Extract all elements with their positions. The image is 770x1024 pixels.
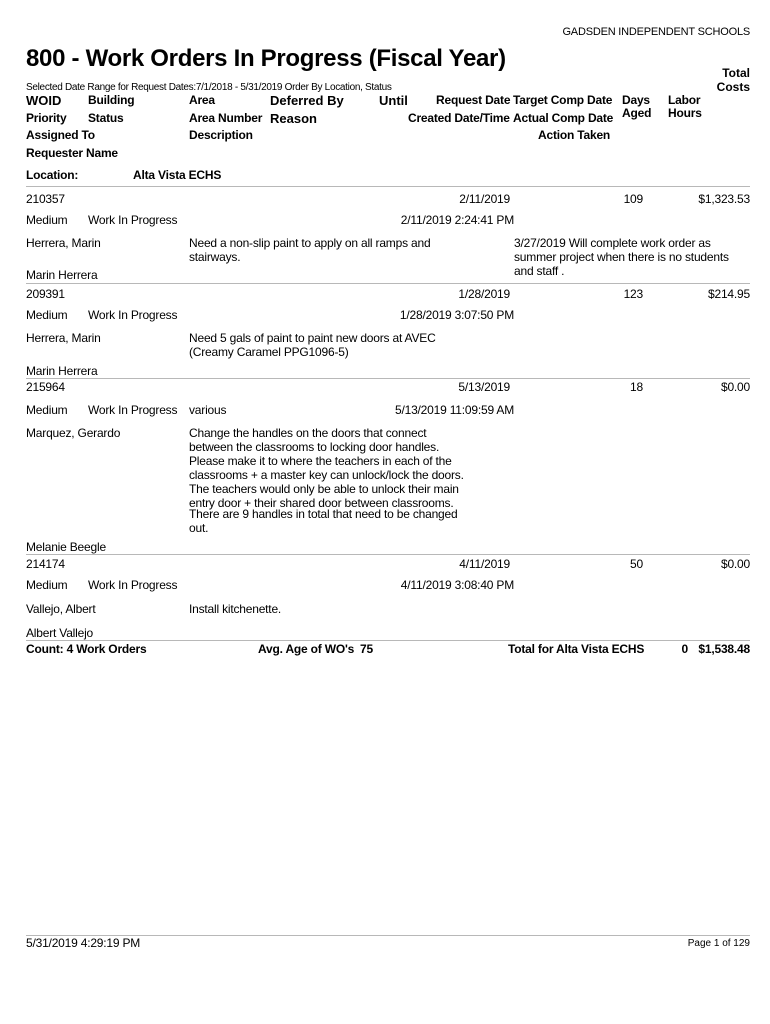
request-date: 2/11/2019 (459, 192, 510, 206)
col-until: Until (379, 93, 408, 108)
assigned-to: Marquez, Gerardo (26, 426, 121, 440)
location-divider (26, 186, 750, 187)
description: Need a non-slip paint to apply on all ramps and stairways. (189, 236, 431, 264)
description-continued: There are 9 handles in total that need to be changed out. (189, 507, 458, 535)
days-aged: 18 (630, 380, 643, 394)
page-number: Page 1 of 129 (687, 938, 750, 949)
days-aged: 123 (623, 287, 643, 301)
col-area: Area (189, 93, 215, 107)
col-requester-name: Requester Name (26, 146, 118, 160)
location-total-cost: $1,538.48 (698, 642, 750, 656)
total-costs-header (717, 66, 750, 94)
col-request-date: Request Date (436, 93, 511, 107)
col-status: Status (88, 111, 124, 125)
area: various (189, 403, 227, 417)
total-cost: $0.00 (720, 380, 750, 394)
row-divider (26, 554, 750, 555)
avg-age-label: Avg. Age of WO's (258, 642, 355, 656)
total-costs-header-line1: Total (722, 66, 750, 80)
request-date: 5/13/2019 (458, 380, 510, 394)
col-target-comp-date: Target Comp Date (513, 93, 613, 107)
location-total-hours: 0 (681, 642, 688, 656)
woid: 215964 (26, 380, 65, 394)
row-divider (26, 640, 750, 641)
woid: 209391 (26, 287, 65, 301)
location-name: Alta Vista ECHS (133, 168, 222, 182)
location-label: Location: (26, 168, 79, 182)
col-action-taken: Action Taken (538, 128, 611, 142)
priority: Medium (26, 213, 68, 227)
report-title: 800 - Work Orders In Progress (Fiscal Year) (26, 45, 506, 72)
woid: 214174 (26, 557, 65, 571)
action-taken: 3/27/2019 Will complete work order as summer project when there is no students and staff . (514, 236, 729, 278)
location-total-label: Total for Alta Vista ECHS (508, 642, 645, 656)
col-aged: Aged (622, 106, 652, 120)
created-datetime: 5/13/2019 11:09:59 AM (394, 403, 514, 417)
printed-timestamp: 5/31/2019 4:29:19 PM (26, 936, 141, 950)
description: Need 5 gals of paint to paint new doors at AVEC (Creamy Caramel PPG1096-5) (189, 331, 436, 359)
created-datetime: 1/28/2019 3:07:50 PM (399, 308, 514, 322)
col-created: Created Date/Time (408, 111, 510, 125)
count-summary: Count: 4 Work Orders (26, 642, 147, 656)
status: Work In Progress (88, 308, 178, 322)
priority: Medium (26, 403, 68, 417)
col-reason: Reason (270, 111, 317, 126)
created-datetime: 2/11/2019 2:24:41 PM (400, 213, 514, 227)
total-cost: $214.95 (708, 287, 750, 301)
status: Work In Progress (88, 213, 178, 227)
col-woid: WOID (26, 93, 62, 108)
organization-name: GADSDEN INDEPENDENT SCHOOLS (562, 26, 750, 38)
requester-name: Albert Vallejo (26, 626, 94, 640)
woid: 210357 (26, 192, 65, 206)
total-cost: $0.00 (720, 557, 750, 571)
description: Change the handles on the doors that connect between the classrooms to locking door handles. Please make it to where the teachers in each of the classrooms + a master key can unlock/lock the doors. The teachers would only be able to unlock their main entry door + their shared door between classrooms. (189, 426, 464, 510)
assigned-to: Herrera, Marin (26, 331, 101, 345)
requester-name: Melanie Beegle (26, 540, 106, 554)
row-divider (26, 283, 750, 284)
avg-age-value: 75 (360, 642, 373, 656)
status: Work In Progress (88, 403, 178, 417)
request-date: 1/28/2019 (458, 287, 510, 301)
col-hours: Hours (668, 106, 702, 120)
request-date: 4/11/2019 (459, 557, 510, 571)
days-aged: 50 (630, 557, 643, 571)
col-deferred-by: Deferred By (270, 93, 344, 108)
col-assigned-to: Assigned To (26, 128, 95, 142)
created-datetime: 4/11/2019 3:08:40 PM (400, 578, 514, 592)
priority: Medium (26, 308, 68, 322)
priority: Medium (26, 578, 68, 592)
col-building: Building (88, 93, 135, 107)
days-aged: 109 (623, 192, 643, 206)
col-days: Days (622, 93, 650, 107)
requester-name: Marin Herrera (26, 364, 98, 378)
status: Work In Progress (88, 578, 178, 592)
date-range-text: Selected Date Range for Request Dates:7/1/2018 - 5/31/2019 Order By Location, Status (26, 82, 392, 93)
total-cost: $1,323.53 (698, 192, 750, 206)
col-actual-comp-date: Actual Comp Date (513, 111, 614, 125)
col-priority: Priority (26, 111, 67, 125)
assigned-to: Vallejo, Albert (26, 602, 96, 616)
col-labor: Labor (668, 93, 701, 107)
row-divider (26, 378, 750, 379)
col-description: Description (189, 128, 253, 142)
requester-name: Marin Herrera (26, 268, 98, 282)
assigned-to: Herrera, Marin (26, 236, 101, 250)
total-costs-header-line2: Costs (716, 80, 750, 94)
description: Install kitchenette. (189, 602, 282, 616)
col-area-number: Area Number (189, 111, 263, 125)
